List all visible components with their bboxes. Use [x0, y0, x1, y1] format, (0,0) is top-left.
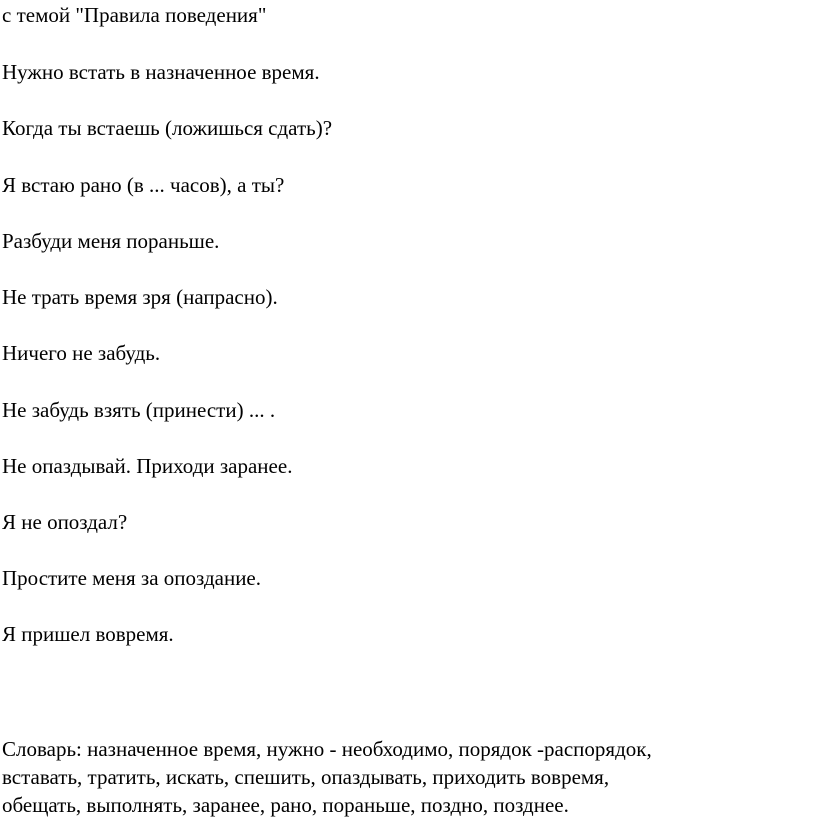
vocabulary-line: Словарь: назначенное время, нужно - необходимо, порядок -распорядок,	[2, 737, 652, 761]
document-line: Я встаю рано (в ... часов), а ты?	[2, 173, 285, 197]
document-line: Не опаздывай. Приходи заранее.	[2, 454, 293, 478]
document-line: Нужно встать в назначенное время.	[2, 60, 320, 84]
document-line: Ничего не забудь.	[2, 341, 161, 365]
document-line: Не трать время зря (напрасно).	[2, 285, 278, 309]
vocabulary-line: обещать, выполнять, заранее, рано, пораньше, поздно, позднее.	[2, 793, 569, 817]
document-line-title: с темой "Правила поведения"	[2, 3, 267, 27]
document-line: Я не опоздал?	[2, 510, 128, 534]
document-line: Когда ты встаешь (ложишься сдать)?	[2, 116, 333, 140]
document-line: Я пришел вовремя.	[2, 622, 174, 646]
document-line: Не забудь взять (принести) ... .	[2, 398, 276, 422]
document-line: Простите меня за опоздание.	[2, 566, 262, 590]
vocabulary-paragraph	[2, 735, 812, 819]
document-line: Разбуди меня пораньше.	[2, 229, 220, 253]
vocabulary-line: вставать, тратить, искать, спешить, опаздывать, приходить вовремя,	[2, 765, 610, 789]
